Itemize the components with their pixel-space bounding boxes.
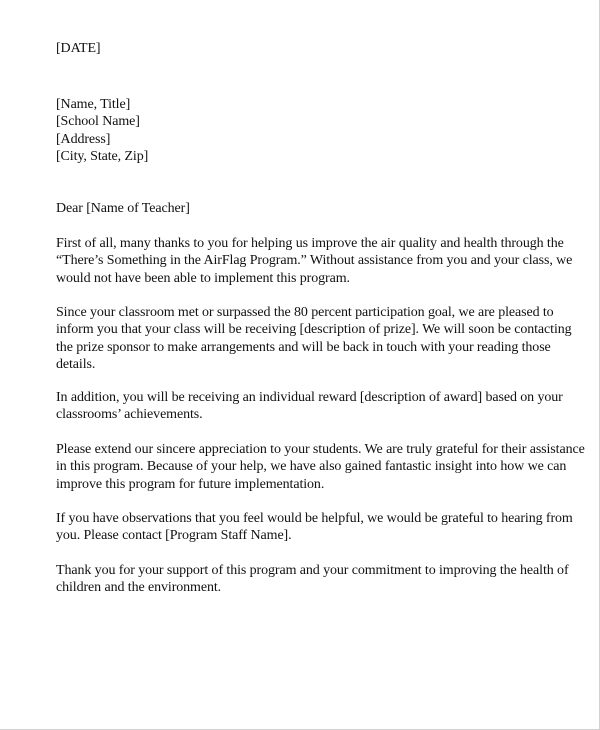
paragraph-observations	[56, 510, 576, 545]
paragraph-thanks	[56, 235, 576, 287]
recipient-school-name: [School Name]	[56, 114, 140, 130]
paragraph-line: First of all, many thanks to you for helping us improve the air quality and health through the	[56, 236, 564, 251]
recipient-address-block	[56, 96, 576, 165]
recipient-address: [Address]	[56, 131, 111, 147]
paragraph-line: children and the environment.	[56, 580, 222, 596]
paragraph-closing-thanks	[56, 562, 576, 597]
paragraph-prize	[56, 304, 576, 373]
recipient-city-state-zip: [City, State, Zip]	[56, 148, 149, 164]
paragraph-line: Since your classroom met or surpassed the 80 percent participation goal, we are pleased to	[56, 305, 554, 320]
salutation	[56, 200, 576, 217]
paragraph-line: would not have been able to implement this program.	[56, 270, 350, 286]
paragraph-appreciation	[56, 441, 585, 493]
salutation-line: Dear [Name of Teacher]	[56, 201, 190, 216]
recipient-name-title: [Name, Title]	[56, 97, 131, 112]
paragraph-line: In addition, you will be receiving an individual reward [description of award] based on your	[56, 390, 563, 405]
paragraph-line: classrooms’ achievements.	[56, 407, 203, 423]
paragraph-line: “There’s Something in the AirFlag Program.” Without assistance from you and your class, we	[56, 253, 573, 269]
paragraph-line: you. Please contact [Program Staff Name].	[56, 528, 292, 544]
paragraph-line: Please extend our sincere appreciation to your students. We are truly grateful for their assistance	[56, 442, 585, 457]
paragraph-line: in this program. Because of your help, we have also gained fantastic insight into how we can	[56, 459, 567, 475]
paragraph-line: improve this program for future implementation.	[56, 476, 325, 492]
letter-date	[56, 40, 576, 57]
paragraph-line: details.	[56, 356, 96, 372]
paragraph-individual-reward	[56, 389, 576, 424]
paragraph-line: If you have observations that you feel would be helpful, we would be grateful to hearing from	[56, 511, 573, 526]
paragraph-line: the prize sponsor to make arrangements and will be back in touch with your reading those	[56, 339, 551, 355]
paragraph-line: inform you that your class will be receiving [description of prize]. We will soon be contacting	[56, 322, 572, 338]
date-line: [DATE]	[56, 41, 101, 56]
paragraph-line: Thank you for your support of this program and your commitment to improving the health of	[56, 563, 569, 578]
